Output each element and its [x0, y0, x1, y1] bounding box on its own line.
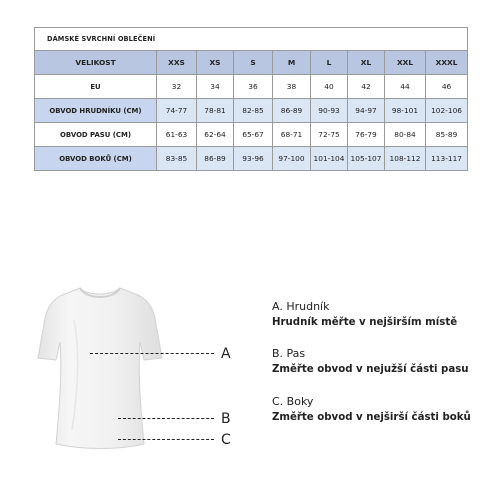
value-cell: 32 [157, 75, 197, 99]
legend-chest [272, 299, 457, 331]
value-cell: 34 [197, 75, 234, 99]
value-cell: 98-101 [385, 99, 426, 123]
value-cell: 83-85 [157, 147, 197, 171]
table-title: DÁMSKÉ SVRCHNÍ OBLEČENÍ [35, 28, 468, 51]
row-label: EU [35, 75, 157, 99]
value-cell: 44 [385, 75, 426, 99]
legend-title: B. Pas [272, 347, 306, 360]
marker-c: C [221, 432, 231, 448]
chest-measure-line [90, 353, 214, 354]
value-cell: 78-81 [197, 99, 234, 123]
table-row-waist [35, 123, 468, 147]
t-shirt-illustration [28, 280, 178, 455]
waist-measure-line [118, 418, 214, 419]
size-chart-table [34, 27, 468, 171]
size-cell: XS [197, 51, 234, 75]
value-cell: 86-89 [197, 147, 234, 171]
value-cell: 36 [234, 75, 273, 99]
value-cell: 85-89 [426, 123, 468, 147]
size-cell: S [234, 51, 273, 75]
value-cell: 62-64 [197, 123, 234, 147]
size-header-row [35, 51, 468, 75]
size-cell: XL [348, 51, 385, 75]
row-label: OBVOD PASU (CM) [35, 123, 157, 147]
legend-waist [272, 346, 469, 378]
t-shirt-body [38, 288, 162, 449]
value-cell: 65-67 [234, 123, 273, 147]
value-cell: 102-106 [426, 99, 468, 123]
value-cell: 101-104 [311, 147, 348, 171]
value-cell: 72-75 [311, 123, 348, 147]
table-row-eu [35, 75, 468, 99]
size-cell: XXS [157, 51, 197, 75]
table-row-chest [35, 99, 468, 123]
header-label: VELIKOST [35, 51, 157, 75]
value-cell: 90-93 [311, 99, 348, 123]
value-cell: 42 [348, 75, 385, 99]
value-cell: 46 [426, 75, 468, 99]
legend-hips [272, 394, 471, 426]
marker-b: B [221, 411, 231, 427]
value-cell: 108-112 [385, 147, 426, 171]
marker-a: A [221, 346, 231, 362]
size-cell: M [273, 51, 311, 75]
value-cell: 68-71 [273, 123, 311, 147]
legend-description: Změřte obvod v nejširší části boků [272, 412, 471, 423]
table-row-hips [35, 147, 468, 171]
legend-title: C. Boky [272, 395, 314, 408]
value-cell: 38 [273, 75, 311, 99]
legend-description: Hrudník měřte v nejširším místě [272, 317, 458, 328]
value-cell: 93-96 [234, 147, 273, 171]
legend-description: Změřte obvod v nejužší části pasu [272, 364, 469, 375]
row-label: OBVOD HRUDNÍKU (CM) [35, 99, 157, 123]
value-cell: 113-117 [426, 147, 468, 171]
row-label: OBVOD BOKŮ (CM) [35, 147, 157, 171]
value-cell: 94-97 [348, 99, 385, 123]
value-cell: 40 [311, 75, 348, 99]
value-cell: 74-77 [157, 99, 197, 123]
size-cell: XXXL [426, 51, 468, 75]
value-cell: 82-85 [234, 99, 273, 123]
value-cell: 61-63 [157, 123, 197, 147]
value-cell: 86-89 [273, 99, 311, 123]
value-cell: 80-84 [385, 123, 426, 147]
value-cell: 97-100 [273, 147, 311, 171]
legend-title: A. Hrudník [272, 300, 330, 313]
hip-measure-line [118, 439, 214, 440]
value-cell: 76-79 [348, 123, 385, 147]
value-cell: 105-107 [348, 147, 385, 171]
size-cell: XXL [385, 51, 426, 75]
size-cell: L [311, 51, 348, 75]
